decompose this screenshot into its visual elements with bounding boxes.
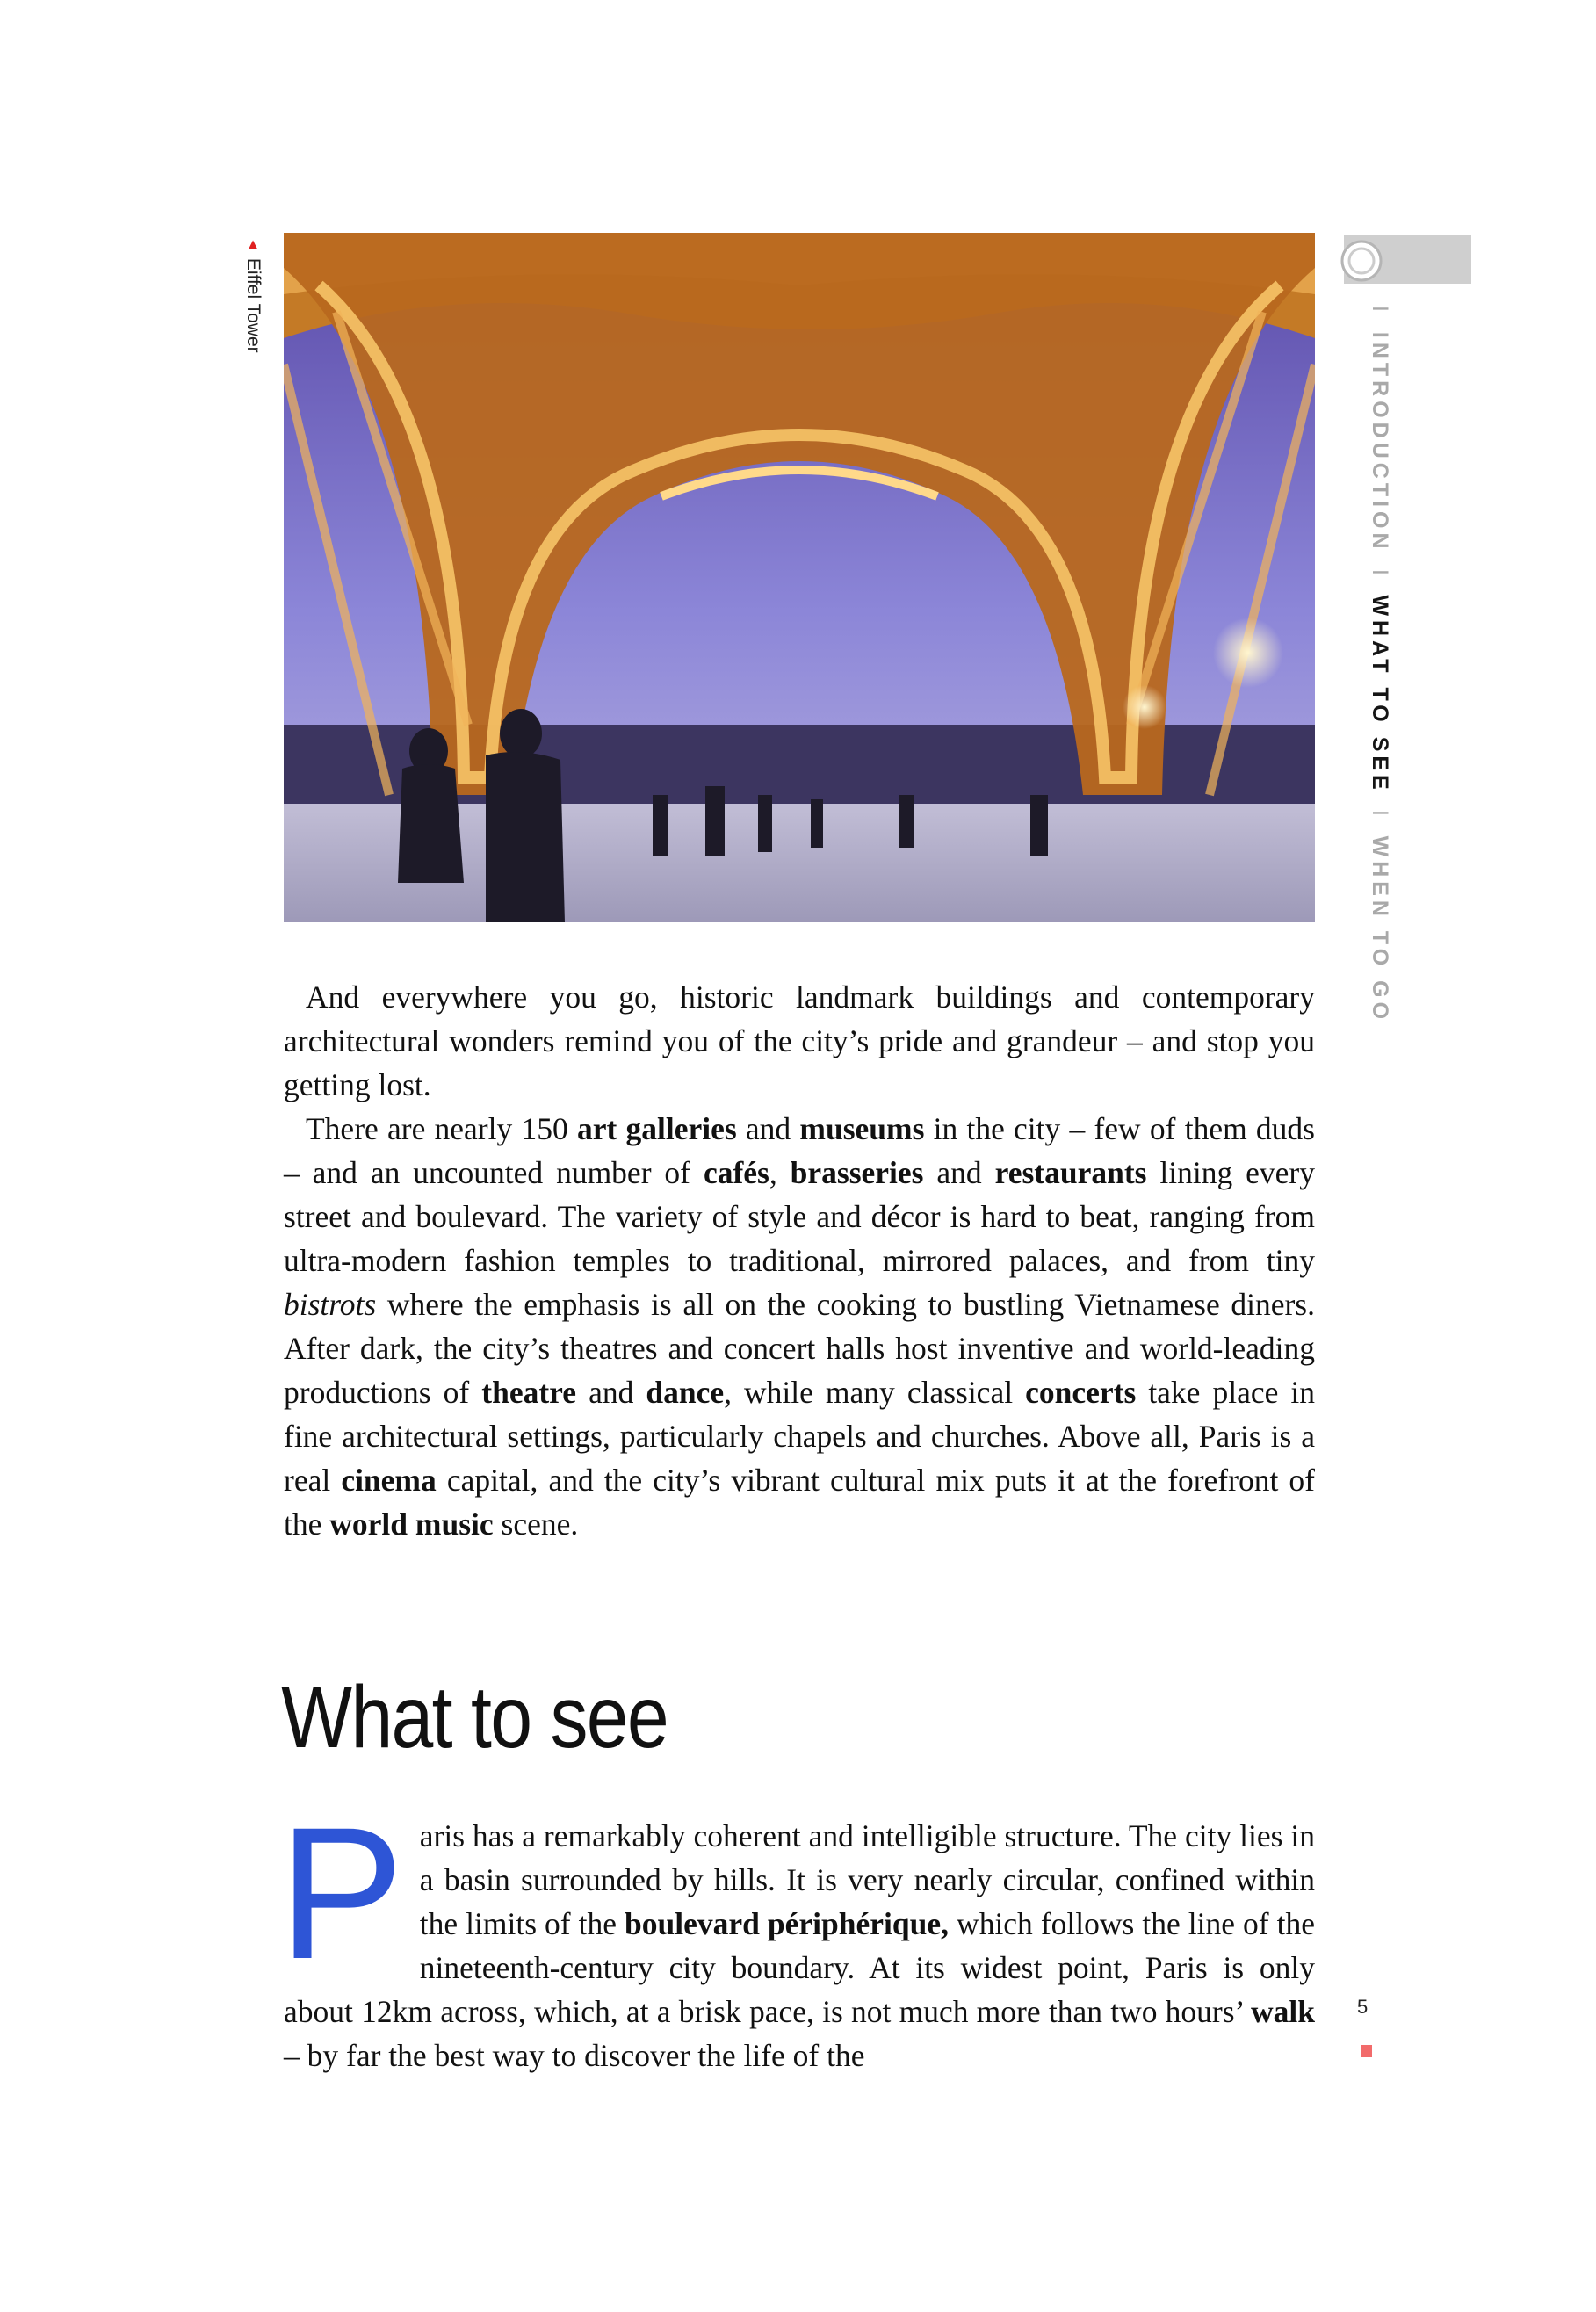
nav-item-introduction[interactable]: INTRODUCTION [1368, 331, 1392, 553]
caption-text: Eiffel Tower [243, 257, 264, 353]
chapter-nav [1367, 300, 1392, 1023]
intro-paragraph-1: And everywhere you go, historic landmark buildings and contemporary architectural wonders remind you of the city’s pride and grandeur – and stop you getting lost. [284, 979, 1315, 1102]
drop-cap: P [278, 1788, 404, 1998]
section-paragraph: Paris has a remarkably coherent and intelligible structure. The city lies in a basin surrounded by hills. It is very nearly circular, confined within the limits of the boulevard périphérique, which follows the line of the nineteenth-century city boundary. At its widest point, Paris is only about 12km across, which, at a brisk pace, is not much more than two hours’ walk – by far the best way to discover the life of the [278, 1788, 1315, 2073]
nav-item-what-to-see[interactable]: WHAT TO SEE [1368, 595, 1392, 794]
nav-separator: I [1368, 809, 1392, 820]
intro-text [284, 975, 1315, 1546]
eiffel-tower-photo [284, 233, 1315, 922]
nav-separator: I [1368, 568, 1392, 580]
section-tab-circle-icon [1340, 239, 1383, 283]
photo-caption [243, 235, 264, 376]
nav-item-when-to-go[interactable]: WHEN TO GO [1368, 835, 1392, 1024]
nav-separator: I [1368, 306, 1392, 316]
section-heading: What to see [281, 1668, 668, 1767]
page-number: 5 [1357, 1996, 1369, 2018]
page-marker [1361, 2045, 1372, 2057]
caption-triangle-icon: ▲ [244, 235, 262, 253]
intro-paragraph-2: There are nearly 150 art galleries and museums in the city – few of them duds – and an uncounted number of cafés, brasseries and restaurants lining every street and boulevard. The variety of style and décor is hard to beat, ranging from ultra-modern fashion temples to traditional, mirrored palaces, and from tiny bistrots where the emphasis is all on the cooking to bustling Vietnamese diners. After dark, the city’s theatres and concert halls host inventive and world-leading productions of theatre and dance, while many classical concerts take place in fine architectural settings, particularly chapels and churches. Above all, Paris is a real cinema capital, and the city’s vibrant cultural mix puts it at the forefront of the world music scene. [284, 1111, 1315, 1542]
